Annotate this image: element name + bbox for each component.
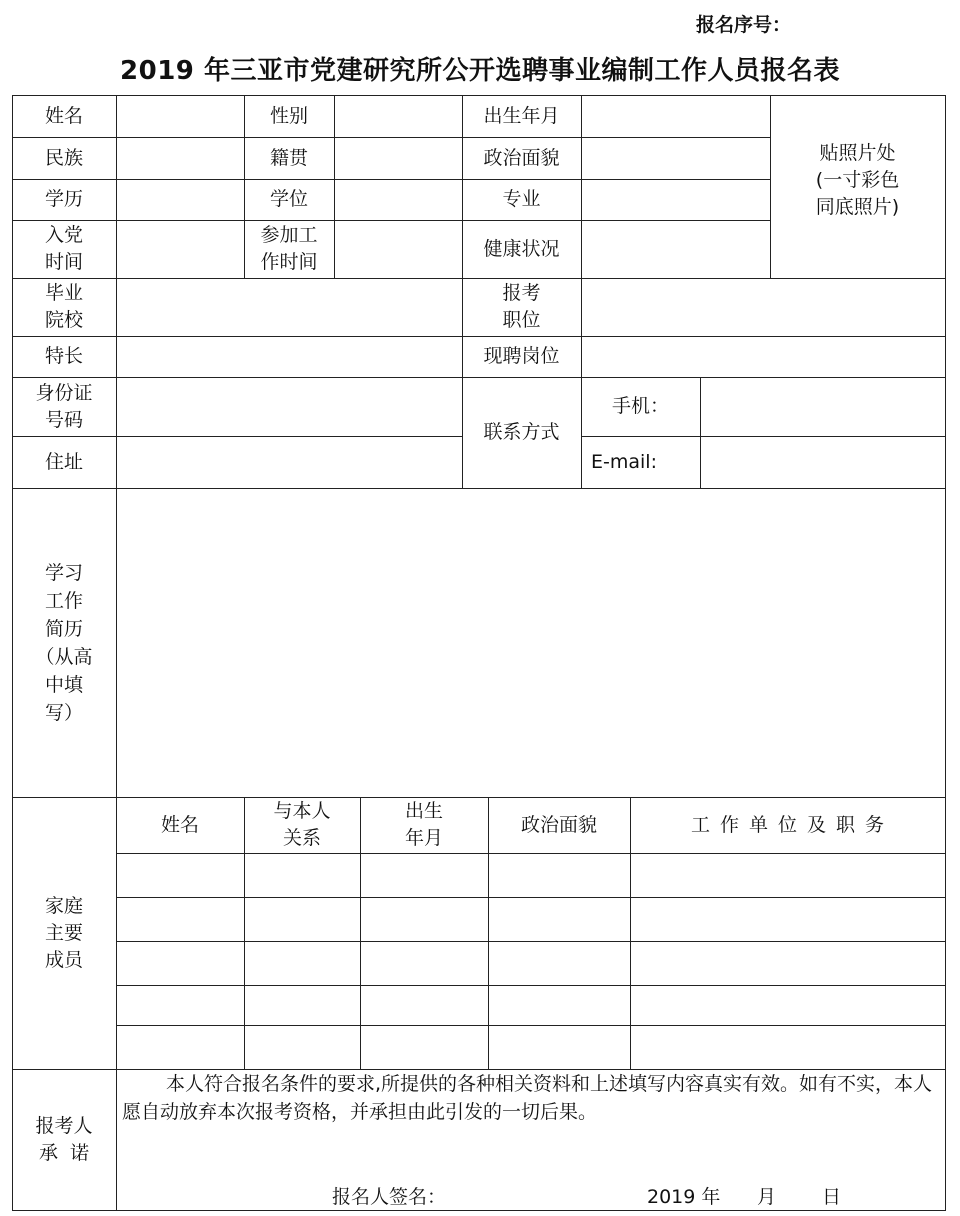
education-label: 学历 <box>44 188 83 210</box>
education-field[interactable] <box>117 180 244 220</box>
photo-placeholder[interactable] <box>770 137 945 223</box>
mobile-label: 手机： <box>611 395 669 417</box>
birth-date-field[interactable] <box>582 96 770 137</box>
family-member-row[interactable] <box>117 986 945 1025</box>
email-field[interactable] <box>701 437 945 488</box>
family-name-header: 姓名 <box>160 813 199 836</box>
specialty-label: 特长 <box>44 345 83 367</box>
label-line: 院校 <box>44 309 83 331</box>
label-line: 中填 <box>44 673 83 696</box>
family-relation-header <box>244 797 360 853</box>
date-day: 日 <box>822 1186 842 1208</box>
birth-date-label: 出生年月 <box>483 104 560 127</box>
photo-line-2: (一寸彩色 <box>815 168 900 191</box>
family-member-row[interactable] <box>117 898 945 941</box>
label-line: 简历 <box>44 617 83 640</box>
school-label <box>12 278 116 336</box>
resume-field[interactable] <box>117 489 945 797</box>
ethnicity-field[interactable] <box>117 138 244 179</box>
label-line: 身份证 <box>35 381 93 404</box>
id-number-label <box>12 377 116 436</box>
family-political-header: 政治面貌 <box>520 813 597 836</box>
label-line: 入党 <box>44 224 83 246</box>
family-member-row[interactable] <box>117 854 945 897</box>
label-line: 承 诺 <box>38 1141 90 1164</box>
label-line: 报考人 <box>35 1114 93 1137</box>
label-line: 职位 <box>502 309 541 331</box>
email-label: E-mail: <box>591 450 657 473</box>
political-status-field[interactable] <box>582 138 770 179</box>
label-line: 写） <box>44 701 83 724</box>
name-label: 姓名 <box>44 104 83 127</box>
school-field[interactable] <box>117 279 462 336</box>
serial-number-label: 报名序号： <box>696 14 792 36</box>
ethnicity-label: 民族 <box>44 146 83 169</box>
current-post-field[interactable] <box>582 337 945 377</box>
photo-line-3: 同底照片) <box>815 195 900 218</box>
form-title: 2019 年三亚市党建研究所公开选聘事业编制工作人员报名表 <box>120 56 840 86</box>
family-member-row[interactable] <box>117 1026 945 1069</box>
label-line: 时间 <box>44 251 83 273</box>
label-line: 参加工 <box>260 224 318 246</box>
political-status-label: 政治面貌 <box>483 146 560 169</box>
major-label: 专业 <box>502 188 541 210</box>
health-label: 健康状况 <box>483 237 560 260</box>
specialty-field[interactable] <box>117 337 462 377</box>
address-field[interactable] <box>117 437 462 488</box>
family-unit-header: 工作单位及职务 <box>690 813 894 836</box>
pledge-text: 本人符合报名条件的要求,所提供的各种相关资料和上述填写内容真实有效。如有不实，本人愿自动放弃本次报考资格，并承担由此引发的一切后果。 <box>122 1073 933 1123</box>
current-post-label: 现聘岗位 <box>483 345 560 367</box>
gender-label: 性别 <box>269 104 308 127</box>
table-border-bottom <box>12 1210 946 1211</box>
work-start-date-field[interactable] <box>335 221 462 278</box>
label-line: 出生 <box>404 800 443 822</box>
label-line: 成员 <box>44 948 83 971</box>
gender-field[interactable] <box>335 96 462 137</box>
signature-field[interactable] <box>450 1182 640 1208</box>
label-line: （从高 <box>35 645 93 668</box>
date-month: 月 <box>757 1186 777 1208</box>
major-field[interactable] <box>582 180 770 220</box>
label-line: 与本人 <box>273 800 331 822</box>
origin-label: 籍贯 <box>269 146 308 169</box>
party-join-date-field[interactable] <box>117 221 244 278</box>
contact-label: 联系方式 <box>483 421 560 443</box>
label-line: 家庭 <box>44 894 83 917</box>
id-number-field[interactable] <box>117 378 462 436</box>
label-line: 毕业 <box>44 282 83 304</box>
label-line: 报考 <box>502 282 541 304</box>
resume-label <box>12 488 116 797</box>
label-line: 主要 <box>44 921 83 944</box>
pledge-label <box>12 1069 116 1210</box>
table-border-right <box>945 95 946 1211</box>
name-field[interactable] <box>117 96 244 137</box>
family-member-row[interactable] <box>117 942 945 985</box>
family-label <box>12 797 116 1069</box>
work-start-date-label <box>244 220 334 278</box>
photo-line-1: 贴照片处 <box>819 141 896 164</box>
signature-label: 报名人签名： <box>332 1186 447 1208</box>
label-line: 号码 <box>44 408 83 431</box>
family-birth-header <box>360 797 488 853</box>
degree-field[interactable] <box>335 180 462 220</box>
label-line: 作时间 <box>260 251 318 273</box>
address-label: 住址 <box>44 450 83 473</box>
label-line: 年月 <box>404 827 443 849</box>
date-year: 2019 年 <box>647 1186 721 1208</box>
applied-position-field[interactable] <box>582 279 945 336</box>
party-join-date-label <box>12 220 116 278</box>
degree-label: 学位 <box>269 188 308 210</box>
mobile-field[interactable] <box>701 378 945 436</box>
applied-position-label <box>462 278 581 336</box>
label-line: 工作 <box>44 589 83 612</box>
label-line: 学习 <box>44 561 83 584</box>
label-line: 关系 <box>282 827 321 849</box>
health-field[interactable] <box>582 221 770 278</box>
origin-field[interactable] <box>335 138 462 179</box>
